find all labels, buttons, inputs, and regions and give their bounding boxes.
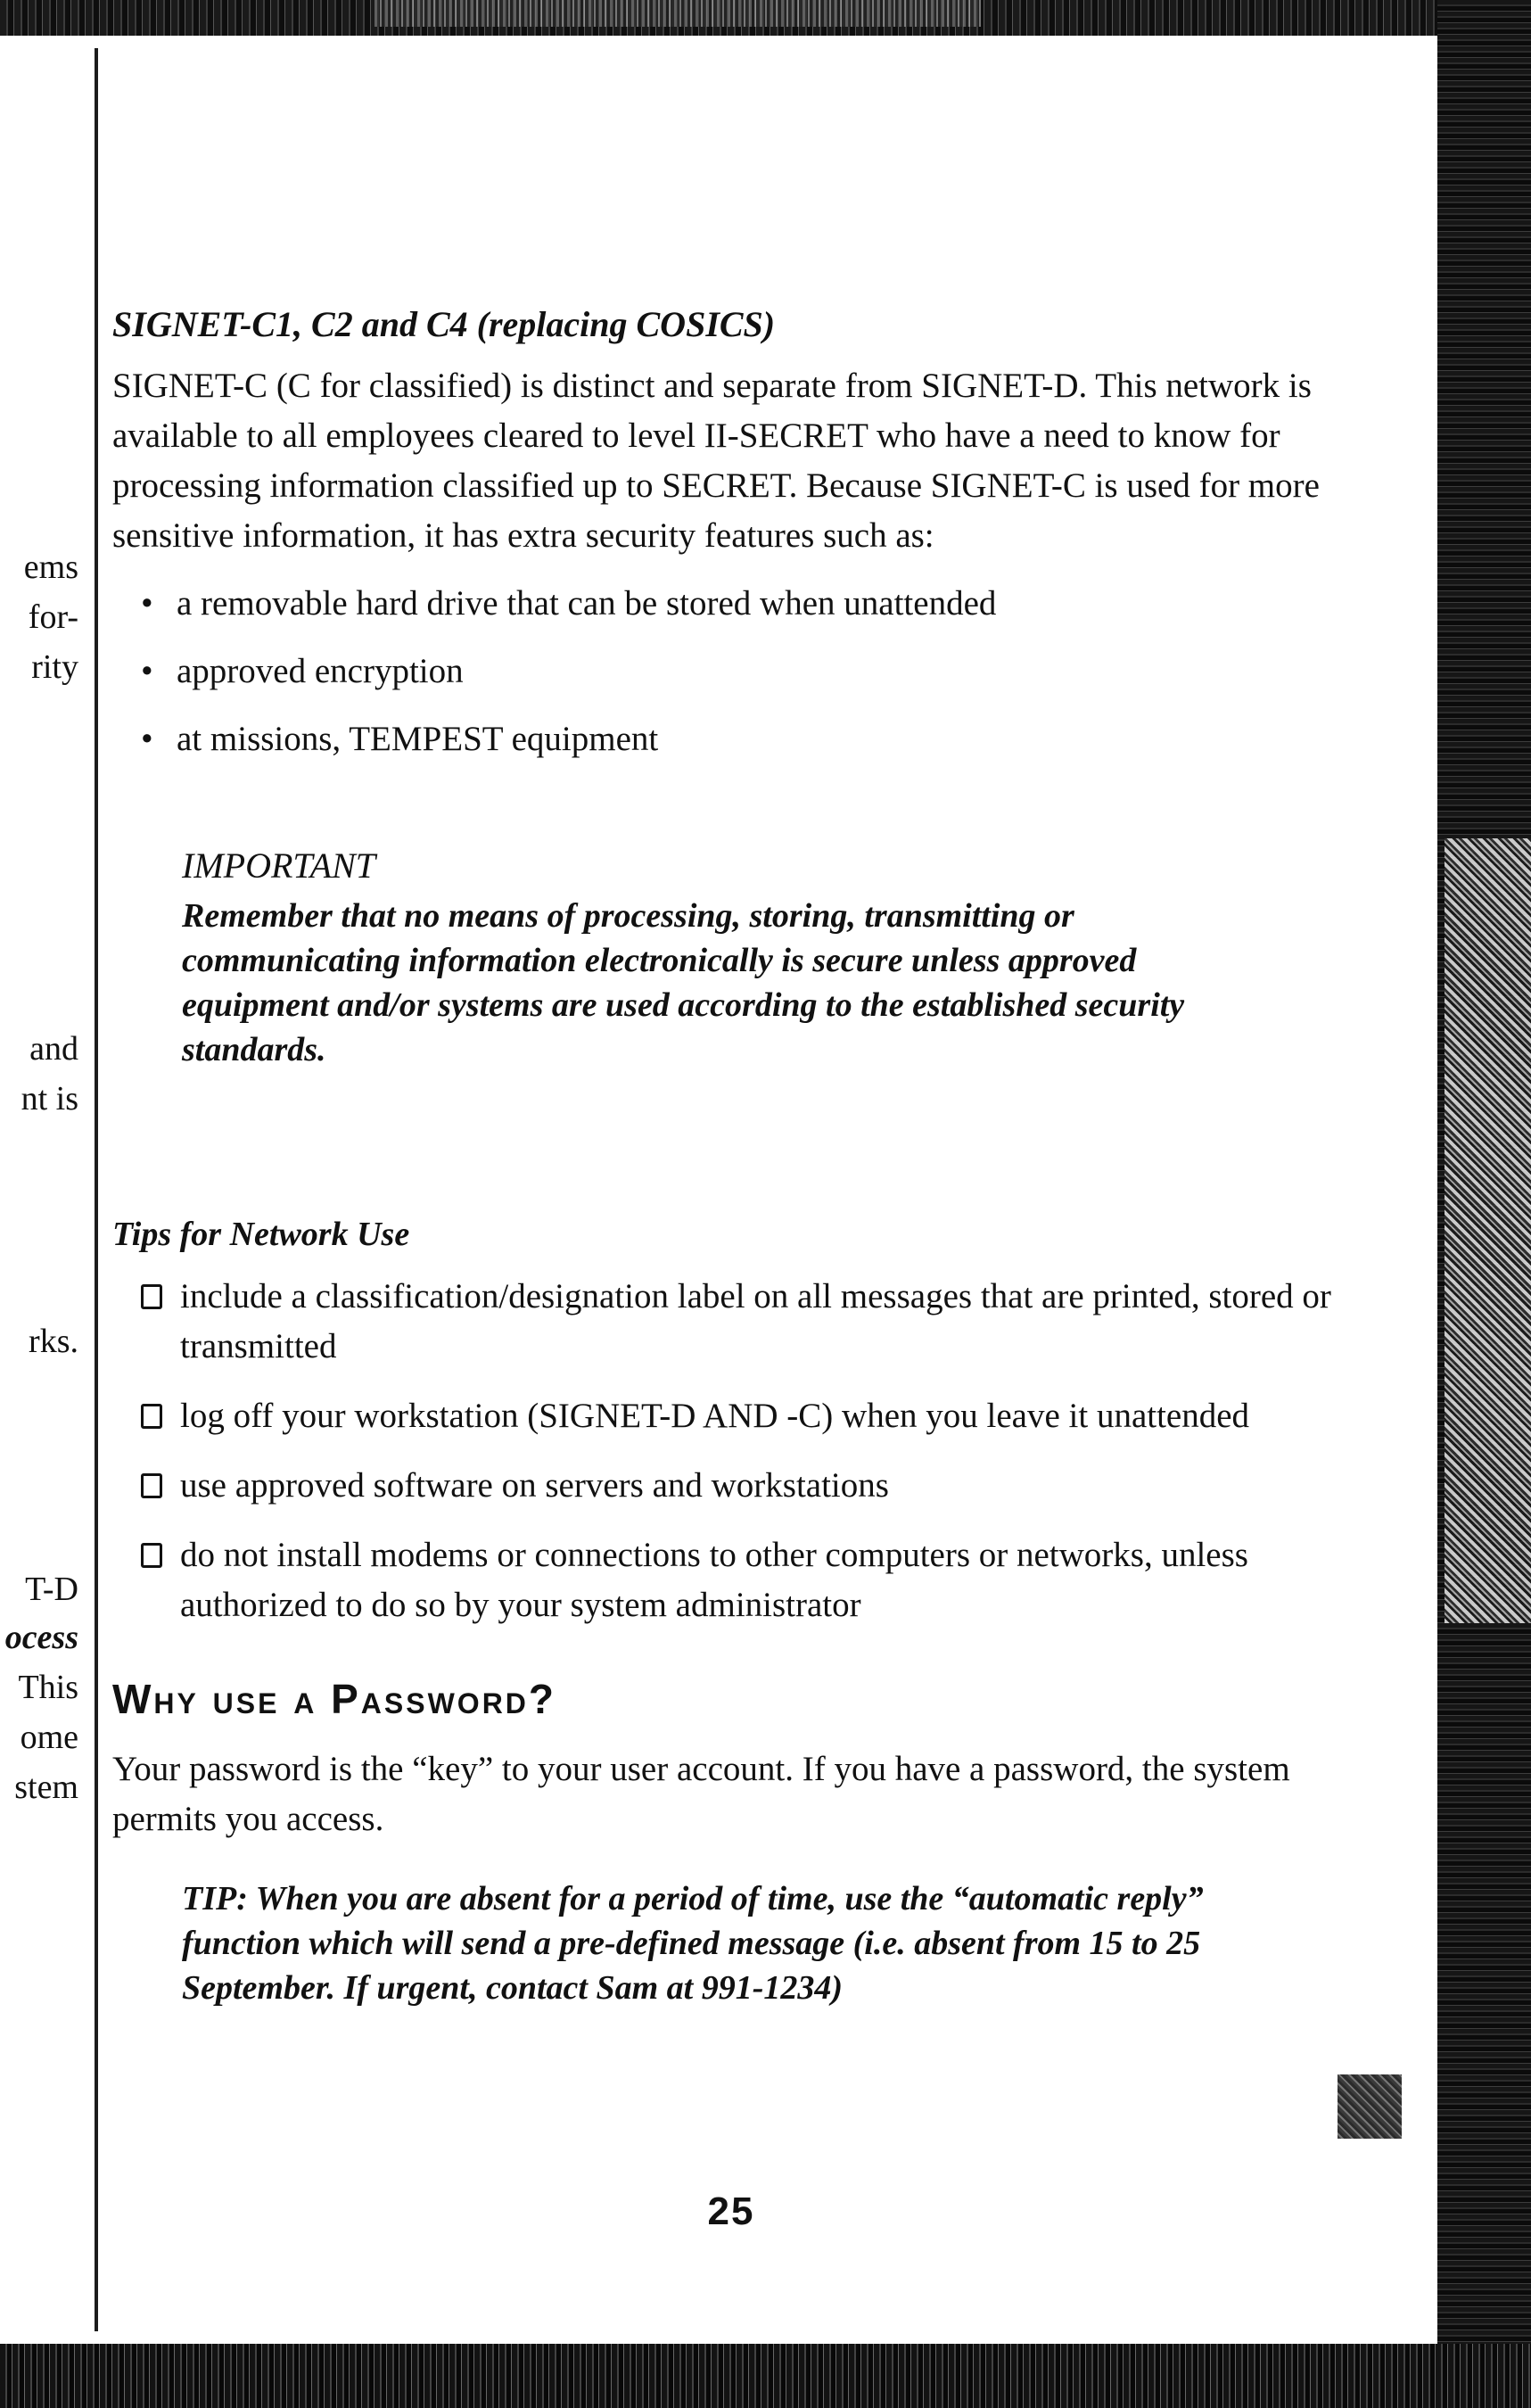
page-binding-line <box>95 48 98 2331</box>
tip-text: log off your workstation (SIGNET-D AND -C) when you leave it unattended <box>180 1397 1250 1435</box>
facing-page-fragment: for- <box>28 598 78 636</box>
facing-page-fragment: rity <box>31 648 78 686</box>
security-features-list <box>112 579 1334 764</box>
scan-noise <box>1445 838 1531 1623</box>
facing-page-fragment: This <box>18 1669 78 1706</box>
important-text: Remember that no means of processing, storing, transmitting or communicating information electronically is secure unless approved equipment and/or systems are used according to the established security standards. <box>182 897 1185 1068</box>
password-paragraph: Your password is the “key” to your user account. If you have a password, the system permits you access. <box>112 1750 1290 1838</box>
tips-list <box>112 1272 1334 1630</box>
facing-page-fragment: rks. <box>29 1323 78 1360</box>
scan-noise <box>375 0 981 27</box>
signet-intro-paragraph: SIGNET-C (C for classified) is distinct and separate from SIGNET-D. This network is available to all employees cleared to level II-SECRET who have a need to know for processing information classified up to SECRET. Because SIGNET-C is used for more sensitive information, it has extra security features such as: <box>112 367 1320 555</box>
feature-text: approved encryption <box>177 652 464 690</box>
facing-page-fragment: ocess <box>4 1619 78 1656</box>
automatic-reply-tip: TIP: When you are absent for a period of time, use the “automatic reply” function which will send a pre-defined message (i.e. absent from 15 to 25 September. If urgent, contact Sam at 991-1234) <box>182 1880 1204 2007</box>
tip-text: use approved software on servers and workstations <box>180 1466 889 1505</box>
list-item <box>141 1391 1334 1441</box>
bullet-icon: • <box>141 720 153 758</box>
facing-page-fragment: T-D <box>25 1571 78 1608</box>
page-content <box>112 303 1334 2010</box>
checkbox-icon <box>141 1543 162 1568</box>
facing-page-fragment: stem <box>14 1769 78 1806</box>
bullet-icon: • <box>141 584 153 623</box>
checkbox-icon <box>141 1404 162 1429</box>
scan-border-bottom <box>0 2344 1531 2408</box>
important-callout <box>182 845 1288 1072</box>
important-heading: IMPORTANT <box>182 845 376 886</box>
list-item <box>141 1530 1334 1630</box>
facing-page-fragment: ome <box>20 1719 78 1756</box>
signet-section-title: SIGNET-C1, C2 and C4 (replacing COSICS) <box>112 304 776 344</box>
list-item <box>141 579 1334 629</box>
facing-page-fragment: nt is <box>21 1080 78 1117</box>
password-section-heading: Why use a Password? <box>112 1676 557 1722</box>
tips-title: Tips for Network Use <box>112 1216 410 1253</box>
page-edge-marker <box>1338 2074 1402 2139</box>
facing-page-fragment: and <box>29 1030 78 1068</box>
list-item <box>141 714 1334 764</box>
checkbox-icon <box>141 1473 162 1498</box>
list-item <box>141 647 1334 697</box>
facing-page-fragment: ems <box>23 548 78 586</box>
checkbox-icon <box>141 1284 162 1309</box>
bullet-icon: • <box>141 652 153 690</box>
list-item <box>141 1272 1334 1372</box>
tip-text: include a classification/designation label on all messages that are printed, stored or transmitted <box>180 1277 1331 1365</box>
scan-border-top <box>0 0 1531 36</box>
feature-text: at missions, TEMPEST equipment <box>177 720 659 758</box>
scan-border-right <box>1437 0 1531 2408</box>
page-number: 25 <box>707 2189 755 2233</box>
tip-text: do not install modems or connections to other computers or networks, unless authorized to do so by your system administrator <box>180 1536 1248 1624</box>
feature-text: a removable hard drive that can be stored when unattended <box>177 584 997 623</box>
list-item <box>141 1461 1334 1511</box>
